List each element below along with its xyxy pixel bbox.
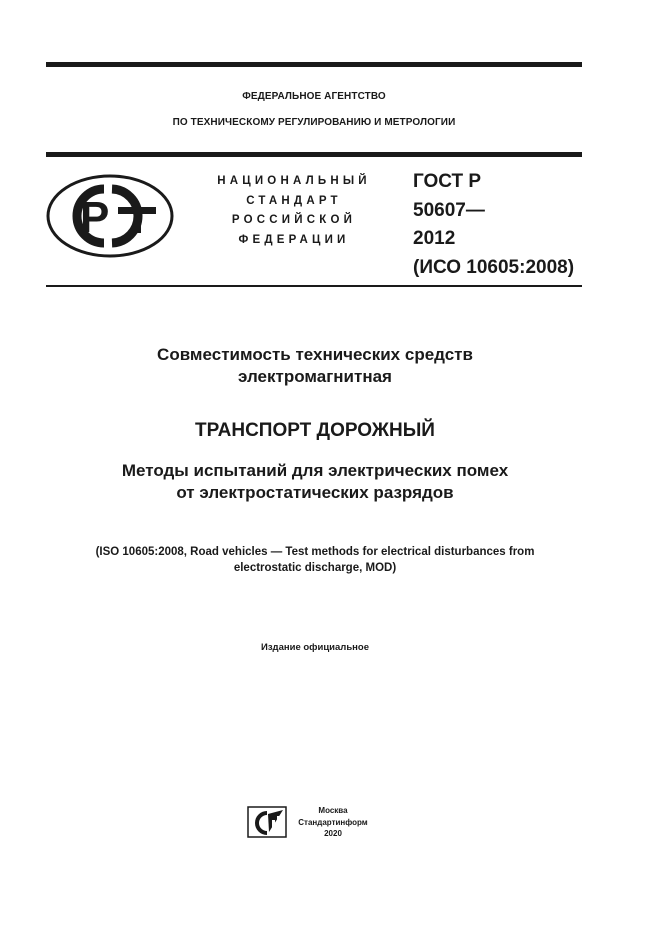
rst-certification-logo-icon	[46, 173, 174, 259]
gost-line: 50607—	[413, 199, 485, 221]
middle-rule	[46, 152, 582, 157]
gost-line: (ИСО 10605:2008)	[413, 256, 575, 278]
iso-line: electrostatic discharge, MOD)	[233, 562, 397, 574]
publisher-city: Москва	[318, 806, 348, 815]
bottom-rule	[46, 285, 582, 287]
gost-line: 2012	[413, 228, 456, 249]
national-label-line: СТАНДАРТ	[246, 194, 342, 207]
iso-reference	[30, 544, 600, 576]
title-line: электромагнитная	[238, 367, 392, 386]
top-rule	[46, 62, 582, 67]
title-line: Методы испытаний для электрических помех	[121, 461, 509, 480]
svg-text:Р: Р	[80, 193, 110, 242]
publisher-year: 2020	[324, 829, 342, 838]
agency-name-line-1: ФЕДЕРАЛЬНОЕ АГЕНТСТВО	[242, 91, 386, 102]
title-line: Совместимость технических средств	[157, 345, 473, 364]
document-title-main	[30, 344, 600, 388]
publisher-info	[293, 805, 373, 840]
edition-label: Издание официальное	[261, 642, 369, 653]
publisher-name: Стандартинформ	[298, 817, 368, 827]
gost-line: ГОСТ Р	[413, 171, 482, 192]
title-line: от электростатических разрядов	[176, 483, 454, 502]
national-label-line: НАЦИОНАЛЬНЫЙ	[217, 175, 371, 187]
document-title-sub	[30, 460, 600, 504]
gost-number	[413, 168, 574, 282]
agency-name-line-2: ПО ТЕХНИЧЕСКОМУ РЕГУЛИРОВАНИЮ И МЕТРОЛОГИИ	[172, 117, 456, 128]
standartinform-logo-icon	[247, 806, 287, 838]
national-standard-label	[204, 172, 384, 250]
iso-line: (ISO 10605:2008, Road vehicles — Test methods for electrical disturbances from	[95, 546, 535, 558]
document-title-section: ТРАНСПОРТ ДОРОЖНЫЙ	[195, 420, 435, 441]
national-label-line: ФЕДЕРАЦИИ	[238, 233, 350, 246]
national-label-line: РОССИЙСКОЙ	[231, 214, 357, 226]
